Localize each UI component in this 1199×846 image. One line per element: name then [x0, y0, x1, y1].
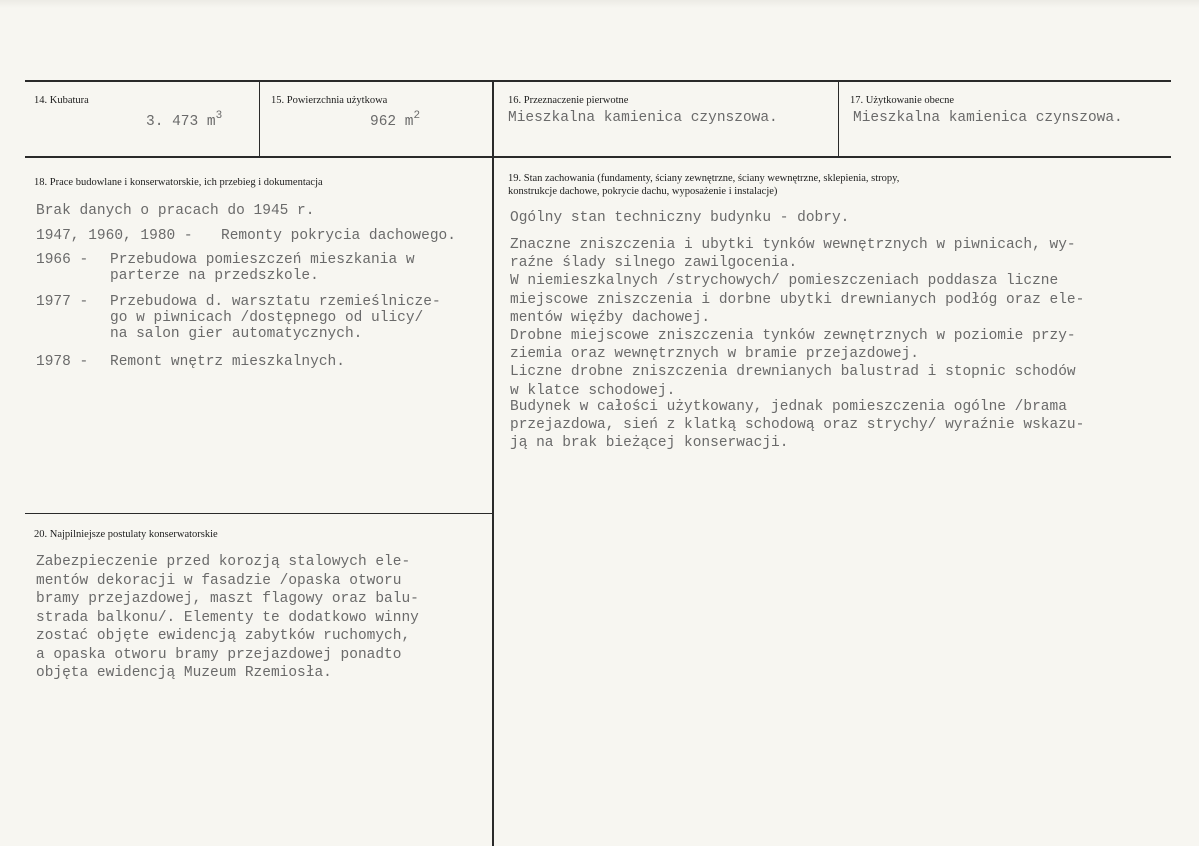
entry-line: Przebudowa pomieszczeń mieszkania w — [110, 252, 415, 268]
entry-year: 1977 - — [36, 294, 89, 310]
field-14-number: 3. 473 m — [146, 114, 216, 130]
field-18-intro: Brak danych o pracach do 1945 r. — [36, 203, 315, 219]
entry-line: parterze na przedszkole. — [110, 268, 319, 284]
divider-14-15 — [259, 80, 260, 157]
field-15-exponent: 2 — [413, 110, 421, 122]
text-line: miejscowe zniszczenia i dorbne ubytki drewnianych podłóg oraz ele- — [510, 291, 1085, 308]
entry-year: 1966 - — [36, 252, 89, 268]
entry-line: Przebudowa d. warsztatu rzemieślnicze- — [110, 294, 441, 310]
divider-main — [492, 80, 494, 846]
text-line: mentów więźby dachowej. — [510, 309, 711, 326]
entry-line: Remonty pokrycia dachowego. — [221, 228, 456, 244]
field-16-value: Mieszkalna kamienica czynszowa. — [508, 110, 778, 126]
text-line: objęta ewidencją Muzeum Rzemiosła. — [36, 665, 332, 681]
entry-text — [110, 252, 415, 284]
field-19-label-line: konstrukcje dachowe, pokrycie dachu, wyposażenie i instalacje) — [508, 186, 778, 197]
row1-top-border — [25, 80, 1171, 82]
row2-right-border — [25, 513, 493, 514]
field-15-label: 15. Powierzchnia użytkowa — [271, 95, 388, 106]
entry-year: 1978 - — [36, 354, 89, 370]
text-line: zostać objęte ewidencją zabytków ruchomych, — [36, 628, 411, 644]
field-19-usage-paragraph — [510, 398, 1084, 452]
field-20-label: 20. Najpilniejsze postulaty konserwatorskie — [34, 529, 218, 540]
field-19-label — [508, 172, 899, 198]
text-line: Znaczne zniszczenia i ubytki tynków wewnętrznych w piwnicach, wy- — [510, 237, 1076, 253]
entry-text — [110, 294, 441, 342]
field-14-label: 14. Kubatura — [34, 95, 89, 106]
scan-edge — [0, 0, 1199, 8]
field-18-label: 18. Prace budowlane i konserwatorskie, ich przebieg i dokumentacja — [34, 177, 323, 188]
text-line: strada balkonu/. Elementy te dodatkowo winny — [36, 609, 419, 626]
text-line: przejazdowa, sień z klatką schodową oraz strychy/ wyraźnie wskazu- — [510, 417, 1085, 433]
divider-16-17 — [838, 80, 839, 157]
row1-bottom-border — [25, 156, 1171, 158]
entry-text — [221, 228, 456, 244]
text-line: Zabezpieczenie przed korozją stalowych ele- — [36, 554, 411, 570]
entry-line: go w piwnicach /dostępnego od ulicy/ — [110, 310, 424, 326]
entry-line: Remont wnętrz mieszkalnych. — [110, 354, 345, 370]
text-line: a opaska otworu bramy przejazdowej ponadto — [36, 646, 402, 663]
text-line: Budynek w całości użytkowany, jednak pomieszczenia ogólne /brama — [510, 399, 1067, 415]
text-line: bramy przejazdowej, maszt flagowy oraz balu- — [36, 591, 419, 607]
field-19-label-line: 19. Stan zachowania (fundamenty, ściany zewnętrzne, ściany wewnętrzne, sklepienia, stropy, — [508, 173, 900, 184]
field-15-value — [370, 110, 420, 130]
field-19-damage-paragraph — [510, 236, 1084, 400]
text-line: Liczne drobne zniszczenia drewnianych balustrad i stopnic schodów — [510, 364, 1076, 381]
entry-text — [110, 354, 345, 370]
field-20-text — [36, 553, 419, 683]
text-line: w klatce schodowej. — [510, 382, 676, 399]
field-15-number: 962 m — [370, 114, 414, 130]
text-line: raźne ślady silnego zawilgocenia. — [510, 255, 798, 272]
text-line: W niemieszkalnych /strychowych/ pomieszczeniach poddasza liczne — [510, 273, 1059, 290]
text-line: Drobne miejscowe zniszczenia tynków zewnętrznych w poziomie przy- — [510, 328, 1076, 345]
text-line: ziemia oraz wewnętrznych w bramie przejazdowej. — [510, 346, 919, 363]
field-17-value: Mieszkalna kamienica czynszowa. — [853, 110, 1123, 126]
entry-line: na salon gier automatycznych. — [110, 326, 363, 342]
text-line: mentów dekoracji w fasadzie /opaska otworu — [36, 572, 402, 589]
text-line: ją na brak bieżącej konserwacji. — [510, 435, 789, 451]
field-14-value — [146, 110, 222, 130]
field-16-label: 16. Przeznaczenie pierwotne — [508, 95, 629, 106]
entry-year: 1947, 1960, 1980 - — [36, 228, 193, 244]
field-17-label: 17. Użytkowanie obecne — [850, 95, 955, 106]
field-14-exponent: 3 — [215, 110, 223, 122]
field-19-summary: Ogólny stan techniczny budynku - dobry. — [510, 210, 850, 226]
